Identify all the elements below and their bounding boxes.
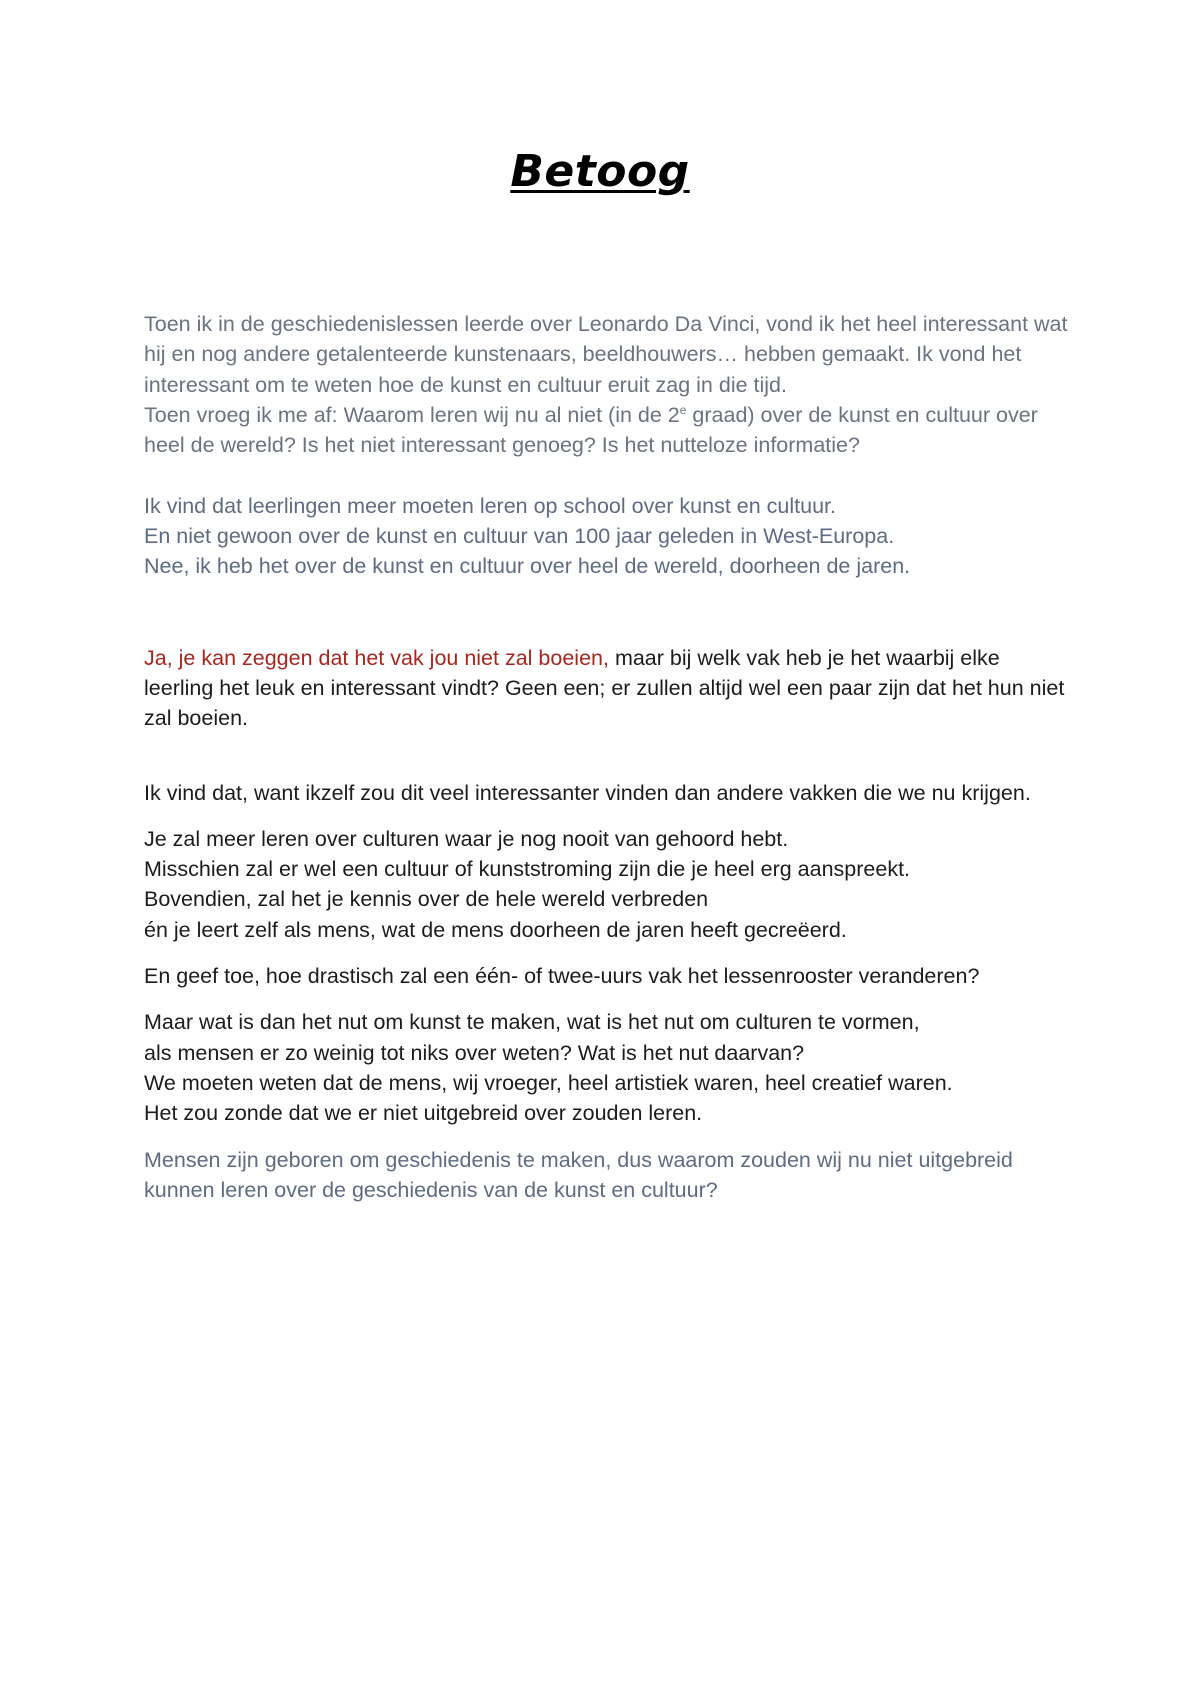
counter-argument-highlight: Ja, je kan zeggen dat het vak jou niet zal boeien,: [144, 645, 609, 670]
argument-3-paragraph: En geef toe, hoe drastisch zal een één- of twee-uurs vak het lessenrooster veranderen?: [144, 964, 980, 989]
spacer: [144, 1129, 1074, 1145]
argument-4-paragraph: [144, 1007, 1074, 1128]
spacer: [144, 808, 1074, 824]
conclusion-paragraph: Mensen zijn geboren om geschiedenis te maken, dus waarom zouden wij nu niet uitgebreid kunnen leren over de geschiedenis van de kunst en cultuur?: [144, 1147, 1013, 1202]
spacer: [144, 945, 1074, 961]
argument-4-line-1: Maar wat is dan het nut om kunst te maken, wat is het nut om culturen te vormen,: [144, 1010, 920, 1035]
thesis-line-2: En niet gewoon over de kunst en cultuur van 100 jaar geleden in West-Europa.: [144, 524, 895, 549]
thesis-line-1: Ik vind dat leerlingen meer moeten leren op school over kunst en cultuur.: [144, 493, 836, 518]
argument-2-line-2: Misschien zal er wel een cultuur of kunststroming zijn die je heel erg aanspreekt.: [144, 857, 911, 882]
thesis-line-3: Nee, ik heb het over de kunst en cultuur over heel de wereld, doorheen de jaren.: [144, 554, 911, 579]
intro-text: Toen ik in de geschiedenislessen leerde over Leonardo Da Vinci, vond ik het heel interessant wat hij en nog andere getalenteerde kunstenaars, beeldhouwers… hebben gemaakt. Ik vond het interessant om te weten hoe de kunst en cultuur eruit zag in die tijd.: [144, 312, 1068, 397]
counter-argument-text: maar bij welk vak heb je het waarbij elke leerling het leuk en interessant vindt? Geen een; er zullen altijd wel een paar zijn dat het hun niet zal boeien.: [144, 645, 1065, 731]
intro-question-end: graad) over de kunst en cultuur over heel de wereld? Is het niet interessant genoeg? Is het nutteloze informatie?: [144, 402, 1038, 458]
argument-4-line-4: Het zou zonde dat we er niet uitgebreid over zouden leren.: [144, 1101, 703, 1126]
spacer: [144, 582, 1074, 643]
argument-2-line-1: Je zal meer leren over culturen waar je nog nooit van gehoord hebt.: [144, 826, 789, 851]
document-title: Betoog: [510, 146, 690, 197]
intro-paragraph: [144, 309, 1074, 460]
argument-4-line-2: als mensen er zo weinig tot niks over weten? Wat is het nut daarvan?: [144, 1040, 805, 1065]
spacer: [144, 460, 1074, 490]
counter-argument-paragraph: [144, 643, 1074, 734]
argument-2-paragraph: [144, 824, 1074, 945]
argument-4-line-3: We moeten weten dat de mens, wij vroeger, heel artistiek waren, heel creatief waren.: [144, 1070, 953, 1095]
argument-2-line-4: én je leert zelf als mens, wat de mens doorheen de jaren heeft gecreëerd.: [144, 917, 847, 942]
argument-2-line-3: Bovendien, zal het je kennis over de hele wereld verbreden: [144, 887, 709, 912]
spacer: [144, 991, 1074, 1007]
argument-1-paragraph: Ik vind dat, want ikzelf zou dit veel interessanter vinden dan andere vakken die we nu krijgen.: [144, 780, 1031, 805]
intro-question-start: Toen vroeg ik me af: Waarom leren wij nu al niet (in de 2: [144, 402, 680, 427]
document-body: [144, 309, 1074, 1205]
spacer: [144, 734, 1074, 778]
thesis-paragraph: [144, 491, 1074, 582]
intro-superscript: e: [679, 402, 687, 417]
